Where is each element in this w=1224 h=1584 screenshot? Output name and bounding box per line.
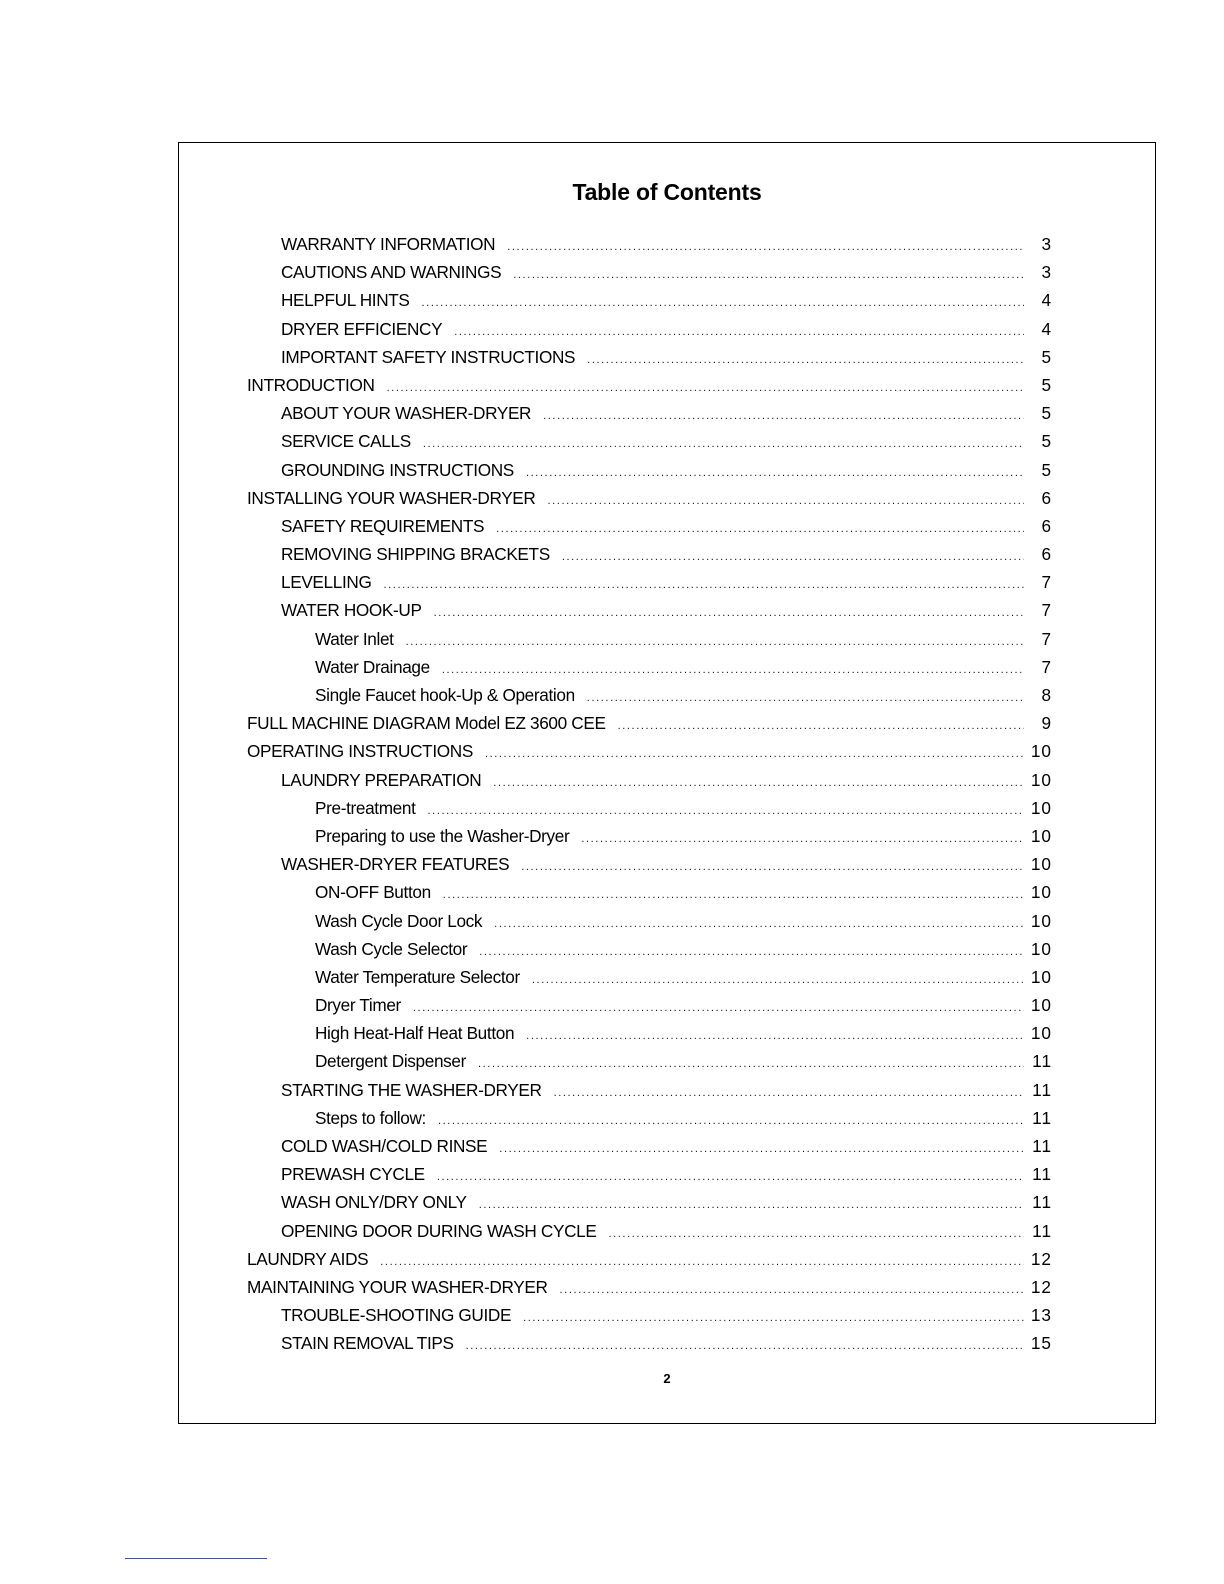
dot-leader: [543, 402, 1024, 427]
toc-entry-label: FULL MACHINE DIAGRAM Model EZ 3600 CEE: [247, 713, 606, 734]
dot-leader: [526, 1022, 1024, 1047]
toc-entry[interactable]: [247, 991, 1052, 1019]
toc-entry[interactable]: [247, 1245, 1052, 1273]
toc-entry[interactable]: [247, 822, 1052, 850]
toc-entry-label: ABOUT YOUR WASHER-DRYER: [281, 403, 532, 424]
toc-entry-label: WASH ONLY/DRY ONLY: [281, 1192, 467, 1213]
toc-entry-label: Water Inlet: [315, 628, 394, 649]
toc-entry-page: 5: [1041, 346, 1052, 367]
toc-entry-page: 8: [1041, 685, 1052, 705]
toc-entry-label: HELPFUL HINTS: [281, 290, 410, 311]
toc-entry-page: 11: [1032, 1192, 1052, 1213]
toc-entry-page: 5: [1041, 431, 1052, 452]
toc-entry-label: Dryer Timer: [315, 995, 401, 1016]
dot-leader: [437, 1163, 1024, 1188]
toc-entry-page: 11: [1032, 1220, 1052, 1241]
toc-entry-label: WASHER-DRYER FEATURES: [281, 854, 510, 875]
toc-entry-page: 3: [1041, 262, 1052, 283]
toc-entry-label: WATER HOOK-UP: [281, 600, 422, 621]
dot-leader: [383, 571, 1024, 596]
toc-entry-page: 4: [1041, 318, 1052, 339]
dot-leader: [406, 628, 1024, 653]
toc-entry-page: 7: [1041, 572, 1052, 593]
dot-leader: [587, 346, 1024, 371]
toc-entry-page: 10: [1030, 797, 1052, 818]
toc-entry[interactable]: [247, 1132, 1052, 1160]
dot-leader: [479, 938, 1024, 963]
dot-leader: [587, 684, 1024, 709]
dot-leader: [496, 515, 1024, 540]
page-frame: [178, 142, 1156, 1424]
toc-entry-label: OPERATING INSTRUCTIONS: [247, 741, 473, 762]
toc-entry-label: MAINTAINING YOUR WASHER-DRYER: [247, 1276, 548, 1297]
toc-entry[interactable]: [247, 512, 1052, 540]
toc-entry-label: STAIN REMOVAL TIPS: [281, 1333, 454, 1354]
toc-entry[interactable]: [247, 1301, 1052, 1329]
toc-entry-page: 3: [1041, 234, 1052, 254]
dot-leader: [494, 910, 1024, 935]
toc-entry-page: 11: [1032, 1107, 1052, 1128]
toc-entry-label: LAUNDRY PREPARATION: [281, 769, 482, 790]
toc-entry-page: 6: [1041, 515, 1052, 536]
dot-leader: [521, 853, 1024, 878]
toc-entry[interactable]: [247, 1273, 1052, 1301]
toc-entry-label: ON-OFF Button: [315, 882, 431, 903]
toc-entry-page: 10: [1030, 910, 1052, 931]
dot-leader: [608, 1220, 1024, 1245]
toc-entry-page: 7: [1041, 600, 1052, 621]
dot-leader: [581, 825, 1024, 850]
toc-entry[interactable]: [247, 230, 1052, 258]
toc-entry-page: 12: [1030, 1248, 1052, 1269]
toc-entry-label: Detergent Dispenser: [315, 1051, 466, 1072]
toc-entry-label: INSTALLING YOUR WASHER-DRYER: [247, 487, 536, 508]
toc-entry[interactable]: [247, 258, 1052, 286]
toc-entry[interactable]: [247, 737, 1052, 765]
dot-leader: [387, 374, 1024, 399]
toc-entry[interactable]: [247, 568, 1052, 596]
toc-entry-label: Single Faucet hook-Up & Operation: [315, 685, 575, 705]
dot-leader: [560, 1276, 1024, 1301]
table-of-contents: [247, 230, 1052, 1358]
toc-entry-page: 5: [1041, 459, 1052, 480]
toc-entry[interactable]: [247, 540, 1052, 568]
toc-entry-label: LEVELLING: [281, 572, 372, 593]
toc-entry-label: High Heat-Half Heat Button: [315, 1023, 515, 1044]
toc-entry-page: 10: [1030, 995, 1052, 1016]
toc-entry[interactable]: [247, 850, 1052, 878]
toc-entry-label: Steps to follow:: [315, 1107, 426, 1128]
toc-entry-page: 10: [1030, 966, 1052, 987]
dot-leader: [423, 430, 1024, 455]
dot-leader: [380, 1248, 1024, 1273]
toc-entry-page: 5: [1041, 403, 1052, 424]
dot-leader: [493, 769, 1024, 794]
toc-entry-label: Preparing to use the Washer-Dryer: [315, 825, 570, 846]
dot-leader: [413, 994, 1024, 1019]
toc-entry-page: 12: [1030, 1276, 1052, 1297]
dot-leader: [532, 966, 1024, 991]
page-title: Table of Contents: [572, 179, 762, 205]
toc-entry[interactable]: [247, 1104, 1052, 1132]
footnote-rule: [125, 1558, 267, 1559]
dot-leader: [618, 712, 1024, 737]
dot-leader: [422, 289, 1024, 314]
toc-entry-page: 13: [1030, 1305, 1052, 1326]
dot-leader: [478, 1050, 1024, 1075]
toc-entry-page: 11: [1032, 1079, 1052, 1100]
toc-entry-label: CAUTIONS AND WARNINGS: [281, 262, 502, 283]
toc-entry[interactable]: [247, 1076, 1052, 1104]
toc-entry-label: INTRODUCTION: [247, 374, 375, 395]
toc-entry-page: 10: [1030, 854, 1052, 875]
toc-entry-label: SERVICE CALLS: [281, 431, 411, 452]
toc-entry-page: 15: [1030, 1333, 1052, 1354]
toc-entry-page: 10: [1030, 938, 1052, 959]
toc-entry-page: 10: [1030, 769, 1052, 790]
dot-leader: [466, 1332, 1024, 1357]
dot-leader: [443, 881, 1024, 906]
dot-leader: [523, 1304, 1024, 1329]
dot-leader: [438, 1107, 1024, 1132]
toc-entry[interactable]: [247, 286, 1052, 314]
dot-leader: [454, 318, 1024, 343]
toc-entry[interactable]: [247, 878, 1052, 906]
toc-entry[interactable]: [247, 1329, 1052, 1357]
toc-entry[interactable]: [247, 427, 1052, 455]
toc-entry-page: 9: [1041, 713, 1052, 734]
toc-entry-page: 6: [1041, 544, 1052, 565]
toc-entry[interactable]: [247, 709, 1052, 737]
toc-entry-page: 6: [1041, 487, 1052, 508]
toc-entry-page: 10: [1030, 882, 1052, 903]
dot-leader: [442, 656, 1024, 681]
toc-entry-page: 11: [1032, 1051, 1052, 1072]
toc-entry-label: Pre-treatment: [315, 797, 416, 818]
toc-entry-page: 10: [1030, 741, 1052, 762]
dot-leader: [513, 261, 1024, 286]
dot-leader: [562, 543, 1024, 568]
toc-entry-label: Wash Cycle Door Lock: [315, 910, 483, 931]
toc-entry[interactable]: [247, 315, 1052, 343]
toc-entry-label: SAFETY REQUIREMENTS: [281, 515, 485, 536]
dot-leader: [499, 1135, 1024, 1160]
toc-entry[interactable]: [247, 766, 1052, 794]
dot-leader: [507, 233, 1024, 258]
toc-entry[interactable]: [247, 456, 1052, 484]
toc-entry-label: REMOVING SHIPPING BRACKETS: [281, 544, 550, 565]
toc-entry-label: WARRANTY INFORMATION: [281, 234, 496, 254]
dot-leader: [485, 740, 1024, 765]
toc-entry[interactable]: [247, 1217, 1052, 1245]
toc-entry-label: Water Drainage: [315, 656, 430, 677]
dot-leader: [479, 1191, 1024, 1216]
toc-entry-label: Wash Cycle Selector: [315, 938, 468, 959]
toc-entry-label: STARTING THE WASHER-DRYER: [281, 1079, 542, 1100]
toc-entry[interactable]: [247, 653, 1052, 681]
toc-entry-label: Water Temperature Selector: [315, 966, 520, 987]
toc-entry-label: OPENING DOOR DURING WASH CYCLE: [281, 1220, 597, 1241]
toc-entry-page: 5: [1041, 374, 1052, 395]
toc-entry[interactable]: [247, 963, 1052, 991]
dot-leader: [428, 797, 1024, 822]
toc-entry-page: 11: [1032, 1136, 1052, 1156]
toc-entry-page: 7: [1041, 656, 1052, 677]
toc-entry[interactable]: [247, 625, 1052, 653]
toc-entry[interactable]: [247, 1160, 1052, 1188]
toc-entry-label: GROUNDING INSTRUCTIONS: [281, 459, 514, 480]
dot-leader: [548, 487, 1025, 512]
toc-entry[interactable]: [247, 907, 1052, 935]
dot-leader: [434, 599, 1024, 624]
toc-entry-label: DRYER EFFICIENCY: [281, 318, 443, 339]
toc-entry-label: IMPORTANT SAFETY INSTRUCTIONS: [281, 346, 576, 367]
toc-entry-label: LAUNDRY AIDS: [247, 1248, 369, 1269]
toc-entry[interactable]: [247, 1047, 1052, 1075]
dot-leader: [526, 459, 1024, 484]
page-number: 2: [663, 1371, 671, 1386]
toc-entry[interactable]: [247, 935, 1052, 963]
toc-entry[interactable]: [247, 1019, 1052, 1047]
toc-entry[interactable]: [247, 399, 1052, 427]
toc-entry-page: 4: [1041, 290, 1052, 311]
toc-entry[interactable]: [247, 681, 1052, 709]
toc-entry[interactable]: [247, 794, 1052, 822]
toc-entry[interactable]: [247, 484, 1052, 512]
toc-entry-page: 10: [1030, 1023, 1052, 1044]
toc-entry-label: TROUBLE-SHOOTING GUIDE: [281, 1305, 512, 1326]
toc-entry-page: 10: [1030, 825, 1052, 846]
toc-entry-label: PREWASH CYCLE: [281, 1164, 425, 1185]
toc-entry[interactable]: [247, 371, 1052, 399]
toc-entry[interactable]: [247, 343, 1052, 371]
toc-entry-page: 7: [1041, 628, 1052, 649]
toc-entry-label: COLD WASH/COLD RINSE: [281, 1136, 488, 1156]
toc-entry-page: 11: [1032, 1164, 1052, 1185]
toc-entry[interactable]: [247, 596, 1052, 624]
toc-entry[interactable]: [247, 1188, 1052, 1216]
dot-leader: [554, 1079, 1024, 1104]
